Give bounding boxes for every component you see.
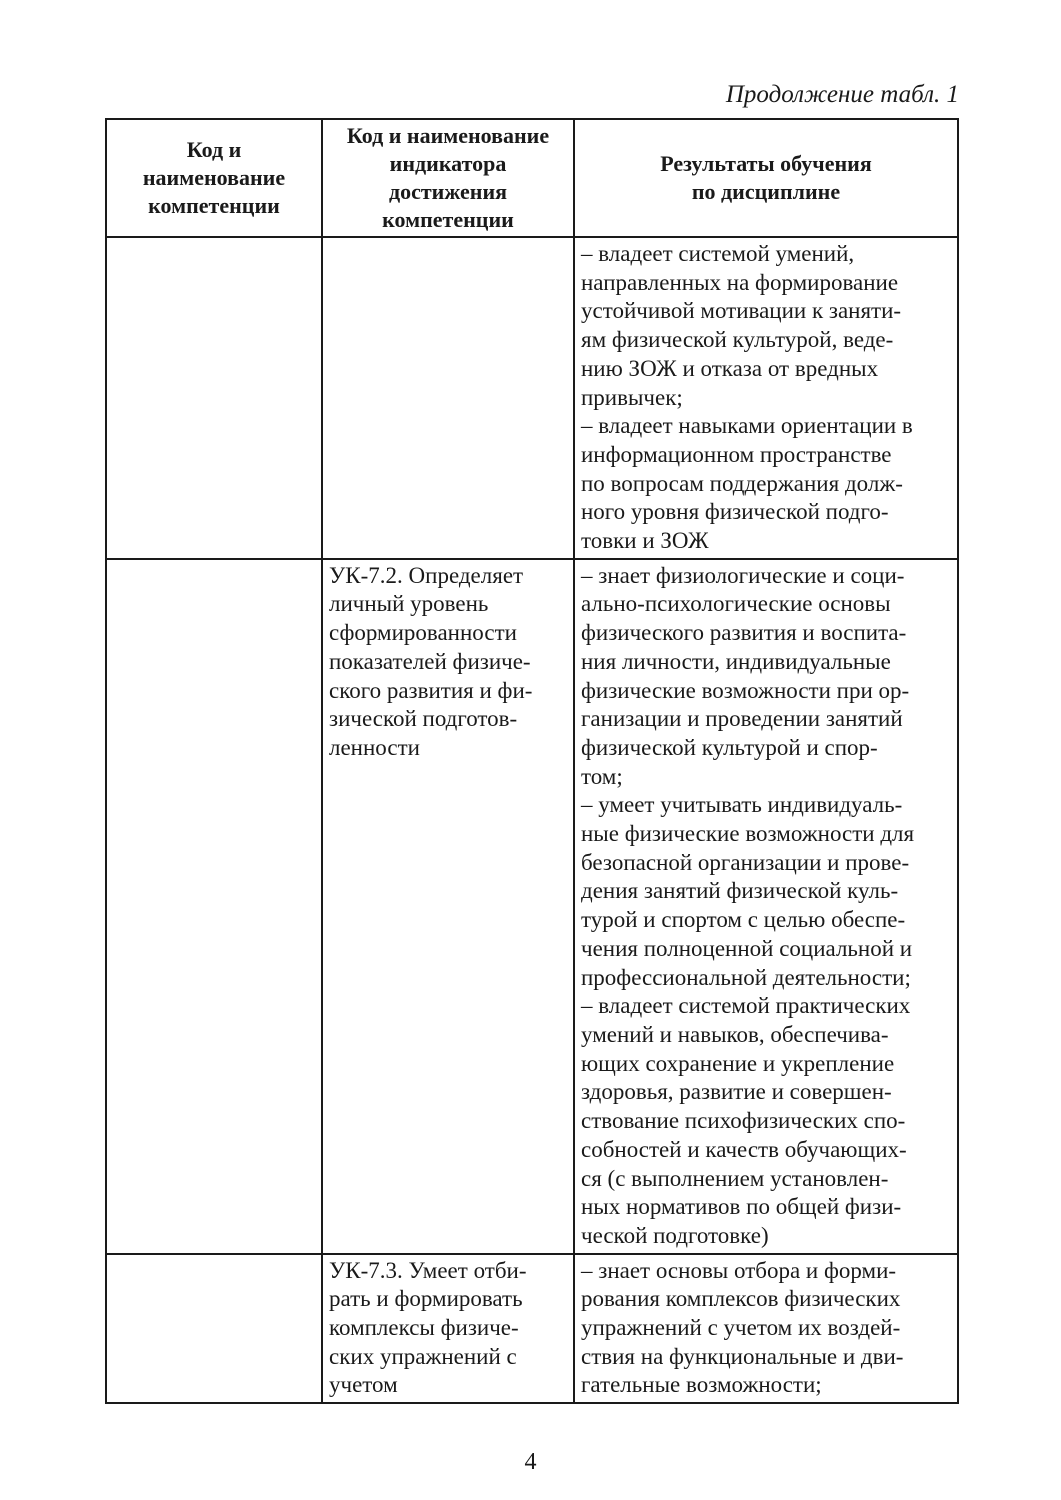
indicator-line: ленности — [329, 734, 420, 760]
results-cell — [574, 559, 958, 1254]
header-results-line: Результаты обучения — [660, 151, 872, 176]
results-line: ям физической культурой, веде- — [581, 327, 894, 353]
header-competence-line: Код и — [186, 137, 242, 162]
results-line: – умеет учитывать индивидуаль- — [581, 792, 903, 818]
results-line: физической культурой и спор- — [581, 734, 878, 760]
header-indicator-line: достижения — [388, 179, 508, 204]
indicator-line: УК-7.3. Умеет отби- — [329, 1257, 527, 1283]
results-line: – знает физиологические и соци- — [581, 562, 905, 588]
results-line: том; — [581, 763, 623, 789]
results-line: ных нормативов по общей физи- — [581, 1194, 902, 1220]
results-line: ально-психологические основы — [581, 591, 891, 617]
results-line: безопасной организации и прове- — [581, 849, 910, 875]
results-line: физического развития и воспита- — [581, 620, 907, 646]
header-results-line: по дисциплине — [691, 179, 841, 204]
results-line: рования комплексов физических — [581, 1286, 901, 1312]
results-line: здоровья, развитие и совершен- — [581, 1079, 892, 1105]
results-line: умений и навыков, обеспечива- — [581, 1021, 889, 1047]
results-line: информационном пространстве — [581, 441, 892, 467]
page-number: 4 — [524, 1449, 537, 1475]
indicator-line: рать и формировать — [329, 1286, 523, 1312]
results-line: – владеет навыками ориентации в — [581, 413, 913, 439]
results-line: турой и спортом с целью обеспе- — [581, 907, 906, 933]
results-line: по вопросам поддержания долж- — [581, 470, 903, 496]
results-line: – владеет системой умений, — [581, 241, 855, 266]
header-results — [574, 119, 958, 237]
results-line: ния личности, индивидуальные — [581, 648, 891, 674]
results-line: ющих сохранение и укрепление — [581, 1050, 895, 1076]
competence-cell — [106, 1254, 322, 1404]
results-line: ствия на функциональные и дви- — [581, 1343, 904, 1369]
results-line: – владеет системой практических — [581, 993, 911, 1019]
indicator-line: личный уровень — [329, 591, 489, 617]
results-line: профессиональной деятельности; — [581, 964, 911, 990]
results-line: физические возможности при ор- — [581, 677, 910, 703]
header-indicator-line: компетенции — [382, 207, 514, 232]
table-row — [106, 1254, 958, 1404]
results-line: ческой подготовке) — [581, 1222, 769, 1248]
results-line: дения занятий физической куль- — [581, 878, 899, 904]
table-header-row — [106, 119, 958, 237]
results-line: упражнений с учетом их воздей- — [581, 1315, 901, 1341]
competence-cell — [106, 559, 322, 1254]
results-line: товки и ЗОЖ — [581, 528, 709, 554]
competence-cell — [106, 237, 322, 559]
table-row — [106, 559, 958, 1254]
indicator-line: сформированности — [329, 620, 517, 646]
results-line: ганизации и проведении занятий — [581, 706, 903, 732]
header-indicator — [322, 119, 574, 237]
table-row — [106, 237, 958, 559]
indicator-cell — [322, 237, 574, 559]
results-line: направленных на формирование — [581, 269, 899, 295]
competence-table — [105, 118, 959, 1404]
header-competence-line: компетенции — [148, 193, 280, 218]
indicator-line: показателей физиче- — [329, 648, 531, 674]
indicator-line: ского развития и фи- — [329, 677, 533, 703]
indicator-cell — [322, 1254, 574, 1404]
results-line: привычек; — [581, 384, 683, 410]
indicator-line: зической подготов- — [329, 706, 518, 732]
indicator-cell — [322, 559, 574, 1254]
header-competence — [106, 119, 322, 237]
indicator-line: комплексы физиче- — [329, 1315, 519, 1341]
continuation-label: Продолжение табл. 1 — [725, 81, 959, 108]
header-competence-line: наименование — [142, 165, 286, 190]
results-line: собностей и качеств обучающих- — [581, 1136, 907, 1162]
indicator-line: ских упражнений с — [329, 1343, 517, 1369]
results-line: нию ЗОЖ и отказа от вредных — [581, 355, 879, 381]
results-line: ные физические возможности для — [581, 821, 915, 847]
header-indicator-line: Код и наименование — [346, 123, 550, 148]
results-line: гательные возможности; — [581, 1372, 822, 1398]
results-line: ся (с выполнением установлен- — [581, 1165, 889, 1191]
results-line: чения полноценной социальной и — [581, 935, 913, 961]
header-indicator-line: индикатора — [389, 151, 507, 176]
results-cell — [574, 237, 958, 559]
indicator-line: учетом — [329, 1372, 398, 1398]
results-line: – знает основы отбора и форми- — [581, 1257, 897, 1283]
results-cell — [574, 1254, 958, 1404]
results-line: устойчивой мотивации к заняти- — [581, 298, 902, 324]
results-line: ствование психофизических спо- — [581, 1108, 906, 1134]
results-line: ного уровня физической подго- — [581, 499, 889, 525]
indicator-line: УК-7.2. Определяет — [329, 562, 524, 588]
